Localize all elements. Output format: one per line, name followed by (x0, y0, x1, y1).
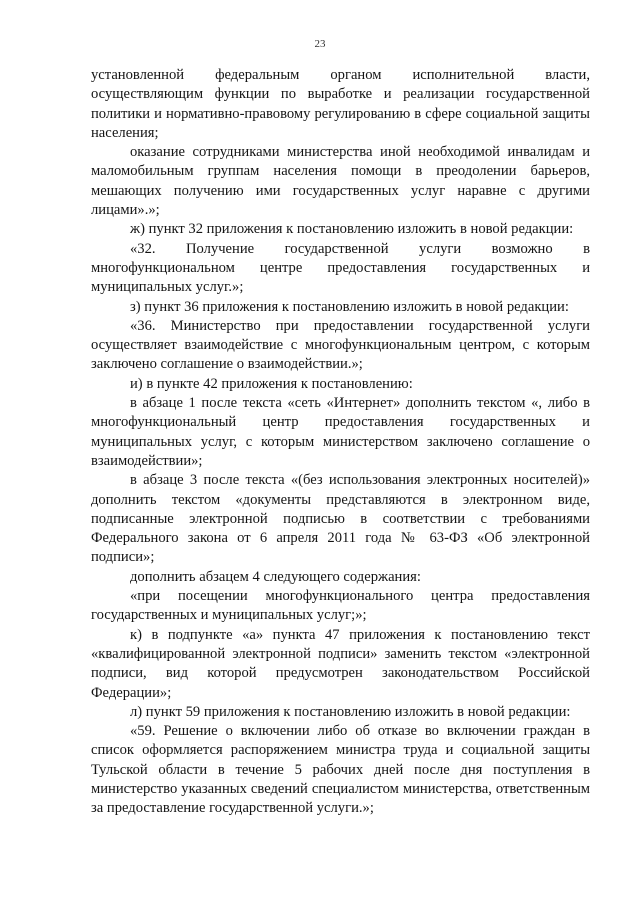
paragraph-9: в абзаце 3 после текста «(без использования электронных носителей)» дополнить текстом «документы представляются в электронном виде, подписанные электронной подписью в соответствии с требованиями Федерального закона от 6 апреля 2011 года № 63-ФЗ «Об электронной подписи»; (91, 472, 590, 566)
paragraph-12: к) в подпункте «а» пункта 47 приложения к постановлению текст «квалифицированной электронной подписи» заменить текстом «электронной подписи, вид которой предусмотрен законодательством Российской Федерации»; (91, 626, 590, 701)
paragraph-11: «при посещении многофункционального центра предоставления государственных и муниципальных услуг;»; (91, 588, 590, 624)
paragraph-3: ж) пункт 32 приложения к постановлению изложить в новой редакции: (130, 221, 574, 238)
paragraph-2: оказание сотрудниками министерства иной необходимой инвалидам и маломобильным группам населения помощи в преодолении барьеров, мешающих получению ими государственных услуг наравне с другими лицами».»; (91, 144, 590, 219)
paragraph-13: л) пункт 59 приложения к постановлению изложить в новой редакции: (130, 703, 571, 720)
paragraph-7: и) в пункте 42 приложения к постановлению: (130, 375, 413, 392)
paragraph-14: «59. Решение о включении либо об отказе во включении граждан в список оформляется распоряжением министра труда и социальной защиты Тульской области в течение 5 рабочих дней после дня поступления в министерство указанных сведений специалистом министерства, ответственным за предоставление государственной услуги.»; (91, 723, 590, 817)
paragraph-10: дополнить абзацем 4 следующего содержания: (130, 568, 421, 585)
paragraph-4: «32. Получение государственной услуги возможно в многофункциональном центре предоставления государственных и муниципальных услуг.»; (91, 240, 590, 296)
paragraph-5: з) пункт 36 приложения к постановлению изложить в новой редакции: (130, 298, 569, 315)
paragraph-8: в абзаце 1 после текста «сеть «Интернет» дополнить текстом «, либо в многофункциональный центр предоставления государственных и муниципальных услуг, с которым министерством заключено соглашение о взаимодействии»; (91, 395, 590, 469)
paragraph-6: «36. Министерство при предоставлении государственной услуги осуществляет взаимодействие с многофункциональным центром, с которым заключено соглашение о взаимодействии.»; (91, 317, 590, 373)
page-number: 23 (314, 38, 326, 50)
document-body (91, 66, 590, 819)
paragraph-1: установленной федеральным органом исполнительной власти, осуществляющим функции по выработке и реализации государственной политики и нормативно-правовому регулированию в сфере социальной защиты населения; (91, 67, 590, 141)
